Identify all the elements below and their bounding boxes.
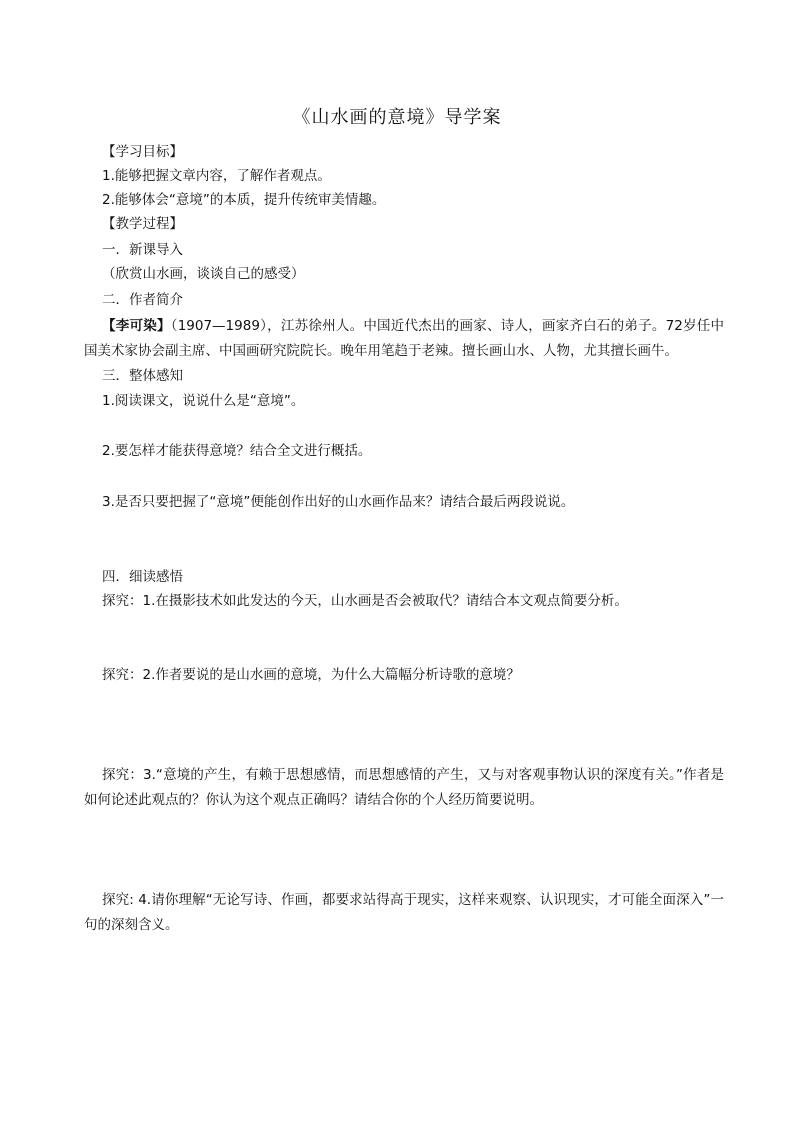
question-4-1: 探究：1.在摄影技术如此发达的今天，山水画是否会被取代？请结合本文观点简要分析。 — [102, 593, 628, 609]
question-4-2: 探究：2.作者要说的是山水画的意境，为什么大篇幅分析诗歌的意境？ — [102, 667, 520, 683]
section-4-heading: 四．细读感悟 — [102, 569, 183, 585]
question-4-4: 探究: 4.请你理解“无论写诗、作画，都要求站得高于现实，这样来观察、认识现实，才可能全面深入”一句的深刻含义。 — [84, 892, 724, 933]
process-heading: 【教学过程】 — [102, 216, 183, 232]
section-3-heading: 三．整体感知 — [102, 368, 183, 384]
section-2-heading: 二．作者简介 — [102, 292, 183, 308]
author-bio: （1907—1989），江苏徐州人。中国近代杰出的画家、诗人，画家齐白石的弟子。72岁任中国美术家协会副主席、中国画研究院院长。晚年用笔趋于老辣。擅长画山水、人物，尤其擅长画牛。 — [84, 318, 725, 359]
question-4-3: 探究：3.“意境的产生，有赖于思想感情，而思想感情的产生，又与对客观事物认识的深度有关。”作者是如何论述此观点的？你认为这个观点正确吗？请结合你的个人经历简要说明。 — [84, 767, 724, 808]
goal-1: 1.能够把握文章内容，了解作者观点。 — [102, 168, 331, 184]
author-intro — [84, 314, 724, 364]
section-1-note: （欣赏山水画，谈谈自己的感受） — [102, 266, 305, 282]
goal-2: 2.能够体会“意境”的本质，提升传统审美情趣。 — [102, 192, 386, 208]
author-name: 【李可染】 — [102, 318, 171, 334]
section-1-heading: 一．新课导入 — [102, 242, 183, 258]
goals-heading: 【学习目标】 — [102, 144, 183, 160]
page-title: 《山水画的意境》导学案 — [292, 107, 502, 128]
question-3-1: 1.阅读课文，说说什么是“意境”。 — [102, 393, 305, 409]
question-3-2: 2.要怎样才能获得意境？结合全文进行概括。 — [102, 443, 372, 459]
question-3-3: 3.是否只要把握了“意境”便能创作出好的山水画作品来？请结合最后两段说说。 — [102, 494, 575, 510]
